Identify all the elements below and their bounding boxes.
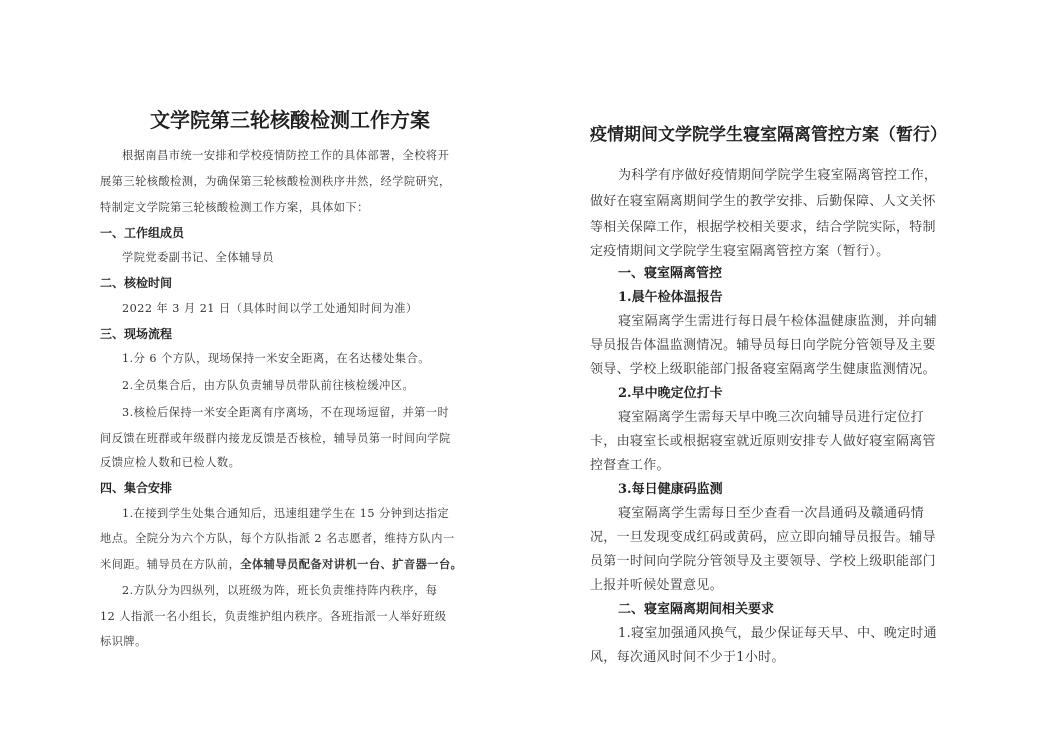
subsection-heading-temperature: 1.晨午检体温报告 [618, 290, 723, 305]
assembly-line: 标识牌。 [100, 635, 147, 648]
body-line: 1.寝室加强通风换气，最少保证每天早、中、晚定时通 [618, 626, 937, 641]
intro-line: 展第三轮核酸检测，为确保第三轮核酸检测秩序井然，经学院研究， [100, 175, 451, 188]
body-line: 风，每次通风时间不少于1小时。 [590, 650, 785, 665]
left-document-page [0, 0, 520, 753]
intro-line: 等相关保障工作，根据学校相关要求，结合学院实际，特制 [590, 220, 936, 235]
body-line: 员第一时间向学院分管领导及主要领导、学校上级职能部门 [590, 554, 936, 569]
assembly-line [100, 556, 462, 572]
assembly-line-bold: 全体辅导员配备对讲机一台、扩音器一台。 [240, 557, 463, 571]
body-line: 寝室隔离学生需每日至少查看一次昌通码及赣通码情 [618, 506, 924, 521]
body-line: 卡，由寝室长或根据寝室就近原则安排专人做好寝室隔离管 [590, 434, 936, 449]
assembly-line: 2.方队分为四纵列，以班级为阵，班长负责维持阵内秩序，每 [122, 584, 438, 597]
body-line: 况，一旦发现变成红码或黄码，应立即向辅导员报告。辅导 [590, 530, 936, 545]
subsection-heading-checkin: 2.早中晚定位打卡 [618, 386, 723, 401]
section-heading-members: 一、工作组成员 [100, 226, 185, 240]
left-document-title: 文学院第三轮核酸检测工作方案 [150, 108, 430, 132]
intro-line: 定疫情期间文学院学生寝室隔离管控方案（暂行）。 [590, 244, 890, 259]
section-text: 2022 年 3 月 21 日（具体时间以学工处通知时间为准） [122, 302, 418, 315]
process-line: 反馈应检人数和已检人数。 [100, 456, 241, 469]
body-line: 寝室隔离学生需每天早中晚三次向辅导员进行定位打 [618, 410, 924, 425]
body-line: 上报并听候处置意见。 [590, 578, 724, 593]
section-heading-requirements: 二、寝室隔离期间相关要求 [618, 602, 775, 617]
assembly-line: 地点。全院分为六个方队，每个方队指派 2 名志愿者，维持方队内一 [100, 532, 455, 545]
process-line: 1.分 6 个方队，现场保持一米安全距离，在名达楼处集合。 [122, 352, 430, 365]
section-heading-process: 三、现场流程 [100, 327, 173, 341]
right-document-title: 疫情期间文学院学生寝室隔离管控方案（暂行） [590, 125, 947, 145]
section-text: 学院党委副书记、全体辅导员 [122, 251, 274, 264]
body-line: 导员报告体温监测情况。辅导员每日向学院分管领导及主要 [590, 338, 936, 353]
process-line: 3.核检后保持一米安全距离有序离场，不在现场逗留，并第一时 [122, 406, 450, 419]
intro-line: 根据南昌市统一安排和学校疫情防控工作的具体部署，全校将开 [122, 149, 450, 162]
assembly-line-normal: 米间距。辅导员在方队前， [100, 558, 241, 571]
process-line: 2.全员集合后，由方队负责辅导员带队前往核检缓冲区。 [122, 379, 415, 392]
section-heading-time: 二、核检时间 [100, 276, 173, 290]
subsection-heading-health-code: 3.每日健康码监测 [618, 482, 723, 497]
section-heading-assembly: 四、集合安排 [100, 481, 173, 495]
assembly-line: 1.在接到学生处集合通知后，迅速组建学生在 15 分钟到达指定 [122, 507, 450, 520]
body-line: 寝室隔离学生需进行每日晨午检体温健康监测，并向辅 [618, 314, 938, 329]
intro-line: 特制定文学院第三轮核酸检测工作方案，具体如下： [100, 201, 369, 214]
right-document-page [560, 88, 960, 708]
intro-line: 做好在寝室隔离期间学生的教学安排、后勤保障、人文关怀 [590, 194, 936, 209]
body-line: 控督查工作。 [590, 458, 670, 473]
assembly-line: 12 人指派一名小组长，负责维护组内秩序。各班指派一人举好班级 [100, 610, 447, 623]
process-line: 间反馈在班群或年级群内接龙反馈是否核检，辅导员第一时间向学院 [100, 432, 451, 445]
intro-line: 为科学有序做好疫情期间学院学生寝室隔离管控工作， [618, 168, 938, 183]
section-heading-isolation: 一、寝室隔离管控 [618, 266, 723, 281]
body-line: 领导、学校上级职能部门报备寝室隔离学生健康监测情况。 [590, 362, 936, 377]
